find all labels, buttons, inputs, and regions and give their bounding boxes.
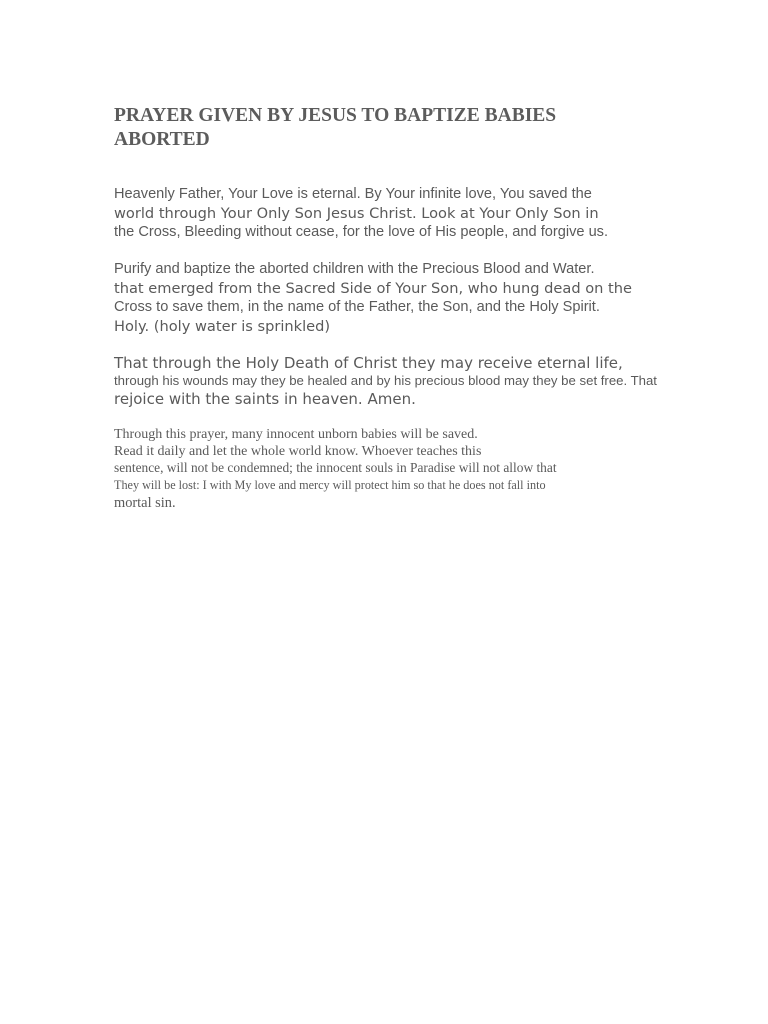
text-line: Heavenly Father, Your Love is eternal. By Your infinite love, You saved the [114,186,592,202]
prayer-paragraph-1 [114,185,608,242]
document-body [114,104,694,511]
text-line: the Cross, Bleeding without cease, for the love of His people, and forgive us. [114,224,609,240]
text-line: that emerged from the Sacred Side of Your Son, who hung dead on the [114,280,632,297]
prayer-paragraph-2 [114,260,632,336]
text-line: through his wounds may they be healed and by his precious blood may they be set free. That [114,373,657,388]
text-line: sentence, will not be condemned; the innocent souls in Paradise will not allow that [114,460,557,475]
text-line: rejoice with the saints in heaven. Amen. [114,390,416,408]
text-line: Read it daily and let the whole world know. Whoever teaches this [114,443,482,459]
text-line: world through Your Only Son Jesus Christ. Look at Your Only Son in [114,205,599,222]
message-paragraph [114,427,557,513]
document-title: PRAYER GIVEN BY JESUS TO BAPTIZE BABIES ABORTED [114,105,557,150]
text-line: They will be lost: I with My love and mercy will protect him so that he does not fall into [114,477,546,492]
text-line: Cross to save them, in the name of the Father, the Son, and the Holy Spirit. [114,299,600,315]
prayer-paragraph-3 [114,354,657,408]
text-line: That through the Holy Death of Christ they may receive eternal life, [114,354,623,372]
text-line: mortal sin. [114,495,176,511]
text-line: Through this prayer, many innocent unborn babies will be saved. [114,427,478,442]
text-line: Purify and baptize the aborted children with the Precious Blood and Water. [114,261,595,277]
text-line: Holy. (holy water is sprinkled) [114,318,331,335]
